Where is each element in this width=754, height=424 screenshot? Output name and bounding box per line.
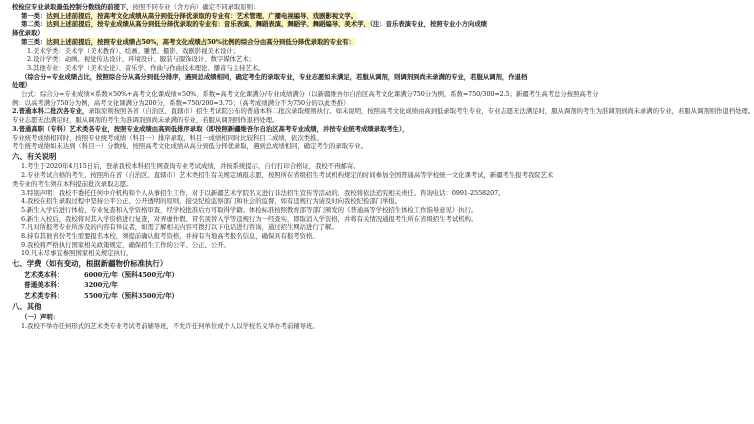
rule3-formula-1: 公式：综合分=专业成绩×系数×50%+高考文化课成绩×50%，系数=高考文化课满分/专业成绩满分（以新疆维吾尔自治区高考文化课满分750分为例，系数=750/300=2.5；新疆考生高考总分按照高考分: [21, 90, 599, 99]
vocational-line1: 3.普通高职（专科）艺术类各专业，按照专业成绩由高到低排序录取（即按照新疆维吾尔自治区高考专业成绩，并按专业统考成绩录取考生），: [12, 124, 409, 133]
vocational-line3: 考生统考成绩如未达到（科目一）分数线，按照高考文化成绩从高分到低分择优录取，遇到总成绩相同，确定考生的录取专业。: [12, 142, 368, 151]
notes-item-3: 3.特别声明：我校不委托任何中介机构和个人从事招生工作，对于以新疆艺术学院名义进行非法招生宣传等活动的，我校将依法追究相关责任。咨询电话：0991-2558207。: [21, 188, 505, 197]
rule3-formula-2: 例：以高考满分750分为例，高考文化课满分为200分，系数=750/200=3.75；（高考成绩满分不为750分的以此类推）: [12, 98, 350, 107]
rule3-composite-1: （综合分=专业成绩占比，按照综合分从高分到低分排序，遇到总成绩相同，确定考生的录取专业，专业志愿如未满足，若服从调剂，则调剂到尚未录满的专业，若服从调剂，作退档: [21, 72, 528, 81]
fee-row-art-undergrad: 艺术类本科： 6000元/年（预科4500元/年）: [24, 270, 179, 279]
rule3-item-3: 3.其他专业：美术学（美术史论）、音乐学、作曲与作曲技术理论、播音与主持艺术。: [27, 63, 265, 72]
rule3-item-2: 2.设计学类：动画、视觉传达设计、环境设计、服装与服饰设计、数字媒体艺术；: [27, 55, 255, 64]
notes-item-9: 9.我校将严格执行国家相关政策规定，确保招生工作的公平、公正、公开。: [21, 240, 230, 249]
rule3-composite-2: 处理）: [12, 81, 32, 90]
fee-row-general-undergrad: 普通美本科： 3200元/年: [24, 281, 118, 290]
notes-item-5: 5.新生入学后进行体检、专业复查和入学资格审查，经学校批准后方可取得学籍。体检标准按照教育部等部门颁发的《普通高等学校招生体检工作指导意见》执行。: [21, 205, 478, 214]
notes-item-1: 1.考生于2020年4月15日后，登录我校本科招生网查询专业考试成绩，并按系统提示，自行打印合格证，我校不再邮寄。: [21, 162, 360, 171]
section8-item-1: 1.我校不举办任何形式的艺术类专业考试考前辅导班，不允许任何单位或个人以学校名义举办考前辅导班。: [21, 321, 319, 330]
notes-item-2b: 类专业的考生须在本科提前批次录取志愿。: [12, 179, 133, 188]
rule3-item-1: 1.美术学类：美术学（美术教育）、绘画、雕塑、摄影、戏剧影视美术设计；: [27, 46, 240, 55]
principle-label: 校检应专业录取最低控制分数线的前提下，: [12, 3, 133, 11]
principle-line: [12, 3, 588, 12]
section7-title: 七、学费（如有变动，根据新疆物价标准执行）: [12, 259, 168, 269]
rule1-line2: 第二类：达到上述前提后，按专业成绩从高分到低分择优录取的专业有：音乐表演、舞蹈表演、舞蹈学、舞蹈编导、美术学、（注：音乐表演专业，按照专业小方向成绩: [21, 20, 488, 29]
notes-item-10: 10.凡未尽事宜参照国家相关规定执行。: [21, 249, 133, 258]
rule1-line3: 择优录取）: [12, 29, 44, 38]
notes-item-8: 8.持有其他省份考生需要报名本校，须提前确认报考资格，并持有当地高考报名信息，确保具有报考资格。: [21, 232, 319, 241]
ordinary-line1: 2.普通本科二批次各专业，录取原则按照各省（自治区、直辖市）招生考试院公布的普通本科二批次录取规则执行。如未说明，按照高考文化成绩由高到低录取考生专业，专业志愿无法满足时，服从调剂的考生为准调剂到尚未录满的专业，若服从调剂则作退档处理。: [12, 107, 754, 116]
principle-text: 按照不同专业（含方向）确定不同录取原则：: [132, 3, 260, 11]
section6-title: 六、有关说明: [12, 151, 57, 161]
rule1-line1: 第一类：达到上述前提后，按高考文化成绩从高分到低分择优录取的专业有：艺术管理、广播电视编导、戏剧影视文学。: [21, 11, 358, 20]
section8-sub: （一）声明：: [21, 312, 60, 321]
notes-item-7: 7.凡对所报考专业所涉及的内容有异议者，如需了解相关内容可拨打以下电话进行咨询，通过招生网站进行了解。: [21, 223, 338, 232]
vocational-line2: 专业统考成绩相同时，按照专业统考成绩（科目一）排序录取，科目一成绩相同时比较科目二成绩，依次类推。: [12, 133, 323, 142]
notes-item-6: 6.新生入校后，我校将对其入学资格进行复查，对弄虚作假、冒名顶替入学等违规行为一经查实，即取消入学资格，并将有关情况通报考生所在省级招生考试机构。: [21, 214, 478, 223]
rule3-line1: 第三类：达到上述前提后，按照专业成绩占50%，高考文化成绩占50%比例的综合分由高分到低分择优录取的专业有：: [21, 37, 355, 46]
ordinary-line2: 专业志愿无法满足时，服从调剂的考生为准调剂到尚未录满的专业，若服从调剂则作退档处理。: [12, 116, 279, 125]
section8-title: 八、其他: [12, 302, 42, 312]
fee-row-art-college: 艺术类专科： 5500元/年（预科3500元/年）: [24, 291, 179, 300]
notes-item-2: 2.专业考试合格的考生，按照所在省（自治区、直辖市）艺术类招生有关规定填报志愿，按照所在省级招生考试机构规定的时间参加全国普通高等学校统一文化课考试，新疆考生报考我院艺术: [21, 171, 554, 180]
notes-item-4: 4.我校在招生录取过程中坚持公平公正、公开透明的原则，接受纪检监察部门和社会的监督，如有违规行为请及时向我校纪检部门举报。: [21, 197, 402, 206]
